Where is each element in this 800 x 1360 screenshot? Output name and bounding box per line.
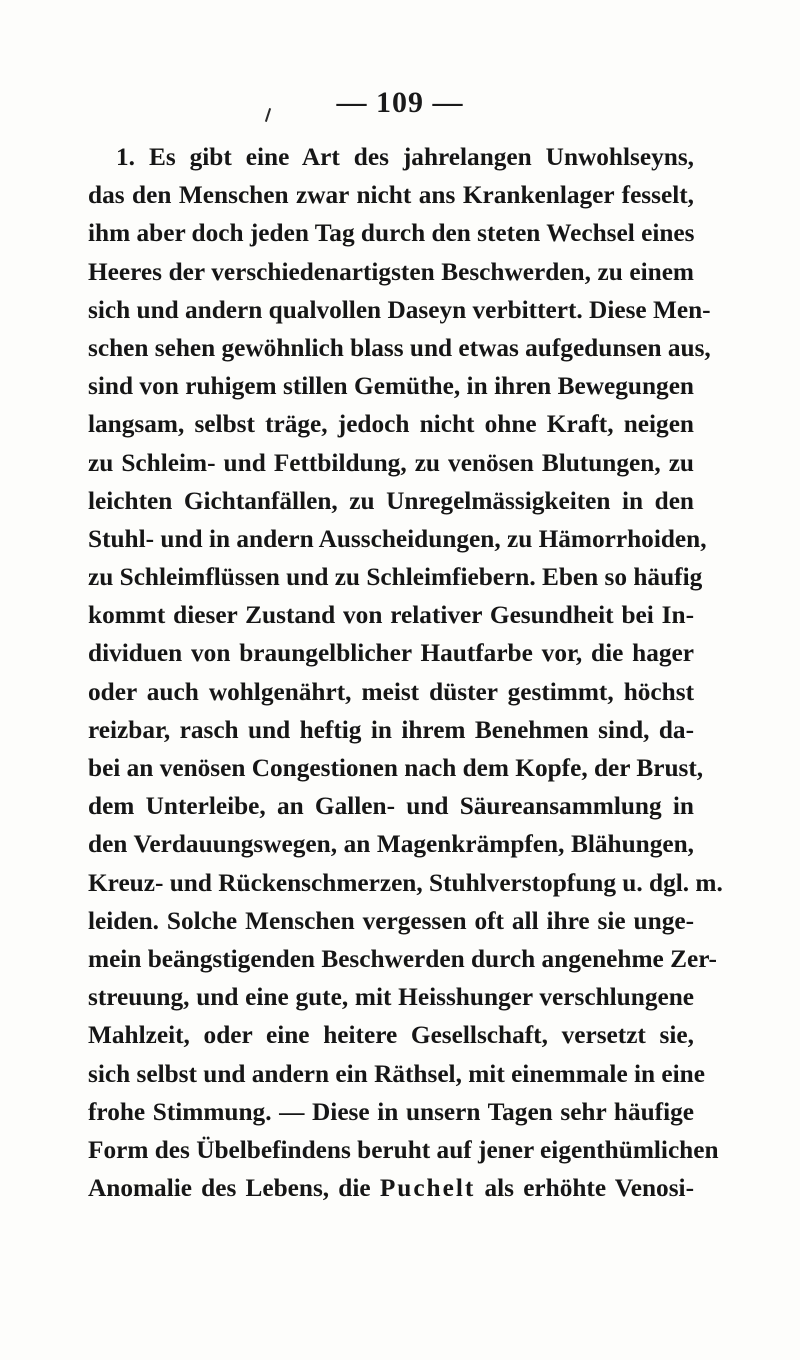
- text-line: Mahlzeit, oder eine heitere Gesellschaft, versetzt sie,: [88, 1021, 694, 1050]
- text-line: Form des Übelbefindens beruht auf jener eigenthümlichen: [88, 1135, 719, 1164]
- text-line: leichten Gichtanfällen, zu Unregelmässigkeiten in den: [88, 486, 694, 515]
- body-text: [88, 138, 723, 1207]
- text-line: bei an venösen Congestionen nach dem Kopfe, der Brust,: [88, 754, 704, 782]
- text-line: oder auch wohlgenährt, meist düster gestimmt, höchst: [88, 677, 694, 706]
- text-line: langsam, selbst träge, jedoch nicht ohne Kraft, neigen: [88, 410, 694, 439]
- text-line: sich selbst und andern ein Räthsel, mit einemmale in eine: [88, 1059, 705, 1088]
- text-fragment: als erhöhte Venosi-: [475, 1174, 694, 1203]
- text-line: mein beängstigenden Beschwerden durch angenehme Zer-: [88, 944, 717, 973]
- text-line: zu Schleim- und Fettbildung, zu venösen Blutungen, zu: [88, 448, 694, 477]
- text-line: den Verdauungswegen, an Magenkrämpfen, Blähungen,: [88, 830, 694, 859]
- text-line: ihm aber doch jeden Tag durch den steten Wechsel eines: [88, 219, 695, 248]
- text-line: streuung, und eine gute, mit Heisshunger verschlungene: [88, 983, 694, 1012]
- text-line: leiden. Solche Menschen vergessen oft all ihre sie unge-: [88, 906, 694, 935]
- text-line: das den Menschen zwar nicht ans Krankenlager fesselt,: [88, 181, 694, 210]
- text-line: 1. Es gibt eine Art des jahrelangen Unwohlseyns,: [116, 143, 694, 171]
- text-line: zu Schleimflüssen und zu Schleimfiebern. Eben so häufig: [88, 563, 703, 592]
- text-line: dem Unterleibe, an Gallen- und Säureansammlung in: [88, 792, 694, 821]
- text-line-last: [88, 1169, 694, 1207]
- page-number-header: — 109 —: [336, 86, 464, 119]
- text-line: schen sehen gewöhnlich blass und etwas aufgedunsen aus,: [88, 333, 711, 362]
- text-line: sind von ruhigem stillen Gemüthe, in ihren Bewegungen: [88, 372, 694, 401]
- text-line: frohe Stimmung. — Diese in unsern Tagen sehr häufige: [88, 1097, 694, 1126]
- text-line: Stuhl- und in andern Ausscheidungen, zu Hämorrhoiden,: [88, 524, 707, 553]
- text-line: Kreuz- und Rückenschmerzen, Stuhlverstopfung u. dgl. m.: [88, 868, 723, 897]
- text-line: kommt dieser Zustand von relativer Gesundheit bei In-: [88, 601, 694, 630]
- text-line: dividuen von braungelblicher Hautfarbe vor, die hager: [88, 639, 694, 668]
- text-line: Heeres der verschiedenartigsten Beschwerden, zu einem: [88, 257, 694, 286]
- text-line: sich und andern qualvollen Daseyn verbittert. Diese Men-: [88, 295, 711, 324]
- author-name: Puchelt: [379, 1174, 476, 1203]
- text-line: reizbar, rasch und heftig in ihrem Benehmen sind, da-: [88, 715, 694, 744]
- text-fragment: Anomalie des Lebens, die: [88, 1174, 380, 1203]
